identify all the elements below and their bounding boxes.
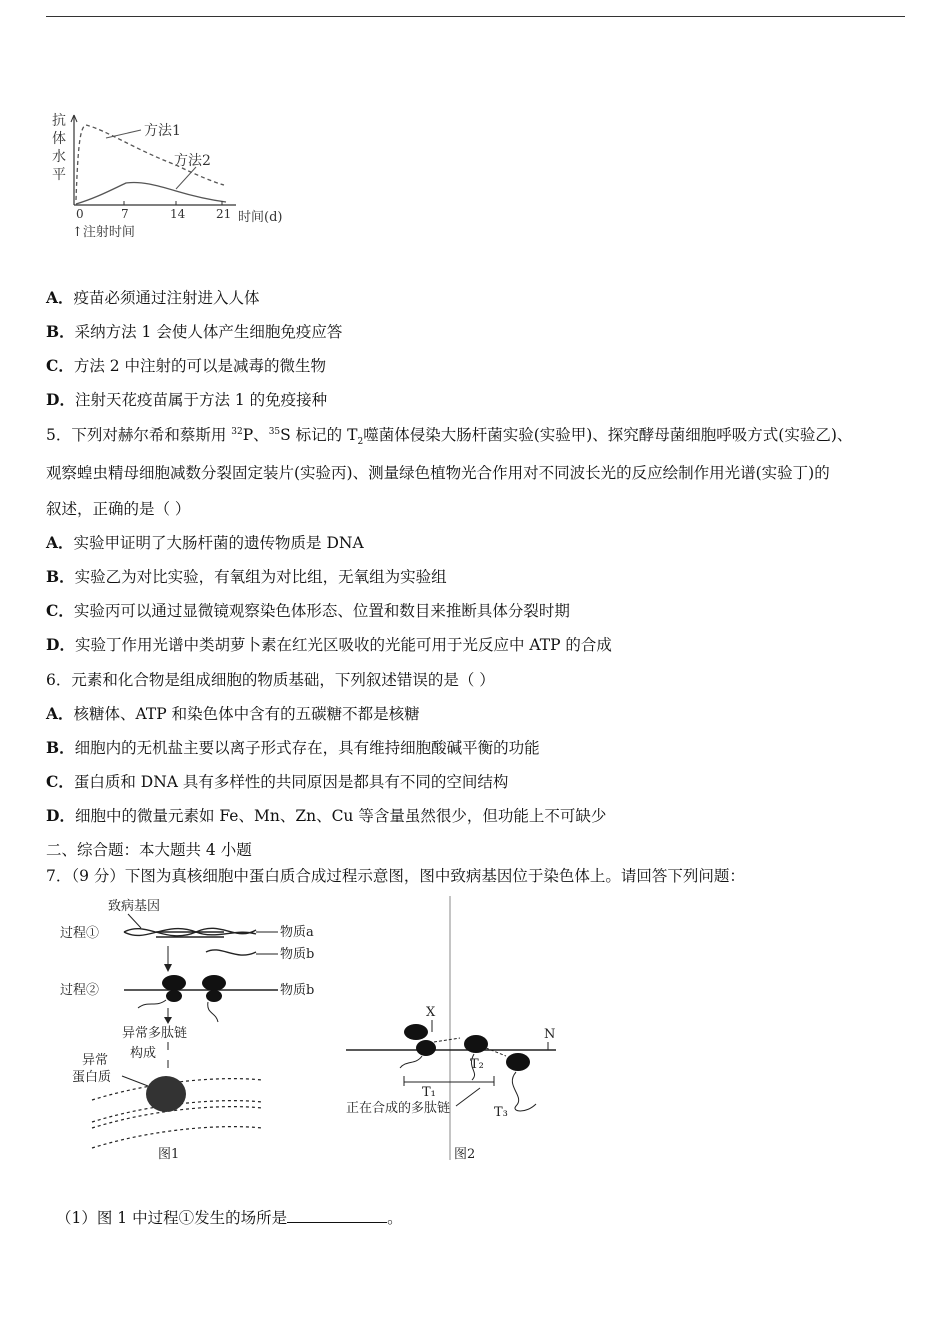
- q6-option-c: C．蛋白质和 DNA 具有多样性的共同原因是都具有不同的空间结构: [46, 772, 509, 791]
- xtick-21: 21: [216, 207, 232, 221]
- fig2-t3: T₃: [494, 1105, 508, 1120]
- q4-option-b: B．采纳方法 1 会使人体产生细胞免疫应答: [46, 322, 343, 341]
- fig1-process1: 过程①: [60, 926, 100, 941]
- fig1-abnormal-protein-2: 蛋白质: [72, 1070, 112, 1085]
- q6-option-d: D．细胞中的微量元素如 Fe、Mn、Zn、Cu 等含量虽然很少，但功能上不可缺少: [46, 806, 607, 825]
- fig1-abnormal-protein-shape: [146, 1076, 186, 1112]
- xtick-0: 0: [76, 207, 84, 221]
- chart-ylabel-2: 体: [52, 131, 66, 147]
- q5-stem-line3: 叙述，正确的是（ ）: [46, 500, 191, 518]
- antibody-chart: [46, 105, 306, 245]
- chart-ylabel-1: 抗: [52, 113, 66, 129]
- q7-stem: 7．（9 分）下图为真核细胞中蛋白质合成过程示意图，图中致病基因位于染色体上。请回答下列问题：: [46, 867, 745, 885]
- protein-synthesis-figures: [56, 890, 566, 1170]
- q6-option-b: B．细胞内的无机盐主要以离子形式存在，具有维持细胞酸碱平衡的功能: [46, 738, 540, 757]
- fig1-process2: 过程②: [60, 983, 100, 998]
- method2-label: 方法2: [174, 153, 211, 169]
- fig1-compose: 构成: [130, 1046, 157, 1061]
- fig2-t1: T₁: [422, 1085, 436, 1100]
- q4-option-d: D．注射天花疫苗属于方法 1 的免疫接种: [46, 390, 328, 409]
- fig1-gene-label: 致病基因: [108, 899, 161, 914]
- fig1-substance-a: 物质a: [280, 925, 314, 940]
- xtick-7: 7: [121, 207, 129, 221]
- fig1-abnormal-protein-1: 异常: [82, 1053, 109, 1068]
- fig2-n: N: [544, 1027, 556, 1042]
- fig2-chain-label: 正在合成的多肽链: [346, 1101, 451, 1116]
- q5-stem-line2: 观察蝗虫精母细胞减数分裂固定装片(实验丙)、测量绿色植物光合作用对不同波长光的反应绘制作用光谱(实验丁)的: [46, 464, 830, 482]
- chart-ylabel-4: 平: [52, 167, 66, 183]
- xtick-14: 14: [170, 207, 186, 221]
- q7-sub1: （1）图 1 中过程①发生的场所是 。: [56, 1209, 403, 1227]
- fig2-caption: 图2: [454, 1147, 476, 1162]
- fig1-abnormal-chain: 异常多肽链: [122, 1026, 188, 1041]
- chart-ylabel-3: 水: [52, 149, 66, 165]
- q6-stem: 6．元素和化合物是组成细胞的物质基础，下列叙述错误的是（ ）: [46, 671, 495, 689]
- q5-option-a: A．实验甲证明了大肠杆菌的遗传物质是 DNA: [46, 533, 364, 552]
- q5-option-c: C．实验丙可以通过显微镜观察染色体形态、位置和数目来推断具体分裂时期: [46, 601, 570, 620]
- q5-option-b: B．实验乙为对比实验，有氧组为对比组，无氧组为实验组: [46, 567, 447, 586]
- header-rule: [46, 16, 905, 17]
- q6-option-a: A．核糖体、ATP 和染色体中含有的五碳糖不都是核糖: [46, 704, 420, 723]
- fig1-substance-b-top: 物质b: [280, 947, 315, 962]
- chart-xlabel: 时间(d): [238, 210, 283, 225]
- method2-curve: [76, 182, 226, 204]
- answer-blank[interactable]: [287, 1208, 387, 1223]
- fig2-t2: T₂: [470, 1057, 484, 1072]
- q5-stem-line1: 5．下列对赫尔希和蔡斯用 $^{32}$P、$^{35}$S 标记的 $T_2$噬菌体侵染大肠杆菌实验(实验甲)、探究酵母菌细胞呼吸方式(实验乙)、: [46, 426, 853, 448]
- fig2-x: X: [426, 1005, 436, 1020]
- method1-label: 方法1: [144, 123, 181, 139]
- q4-option-a: A．疫苗必须通过注射进入人体: [46, 288, 260, 307]
- q5-option-d: D．实验丁作用光谱中类胡萝卜素在红光区吸收的光能可用于光反应中 ATP 的合成: [46, 635, 612, 654]
- fig1-caption: 图1: [158, 1147, 180, 1162]
- chart-note: ↑注射时间: [72, 225, 135, 240]
- fig1-substance-b-bottom: 物质b: [280, 983, 315, 998]
- q4-option-c: C．方法 2 中注射的可以是减毒的微生物: [46, 356, 327, 375]
- section2-heading: 二、综合题：本大题共 4 小题: [46, 841, 252, 859]
